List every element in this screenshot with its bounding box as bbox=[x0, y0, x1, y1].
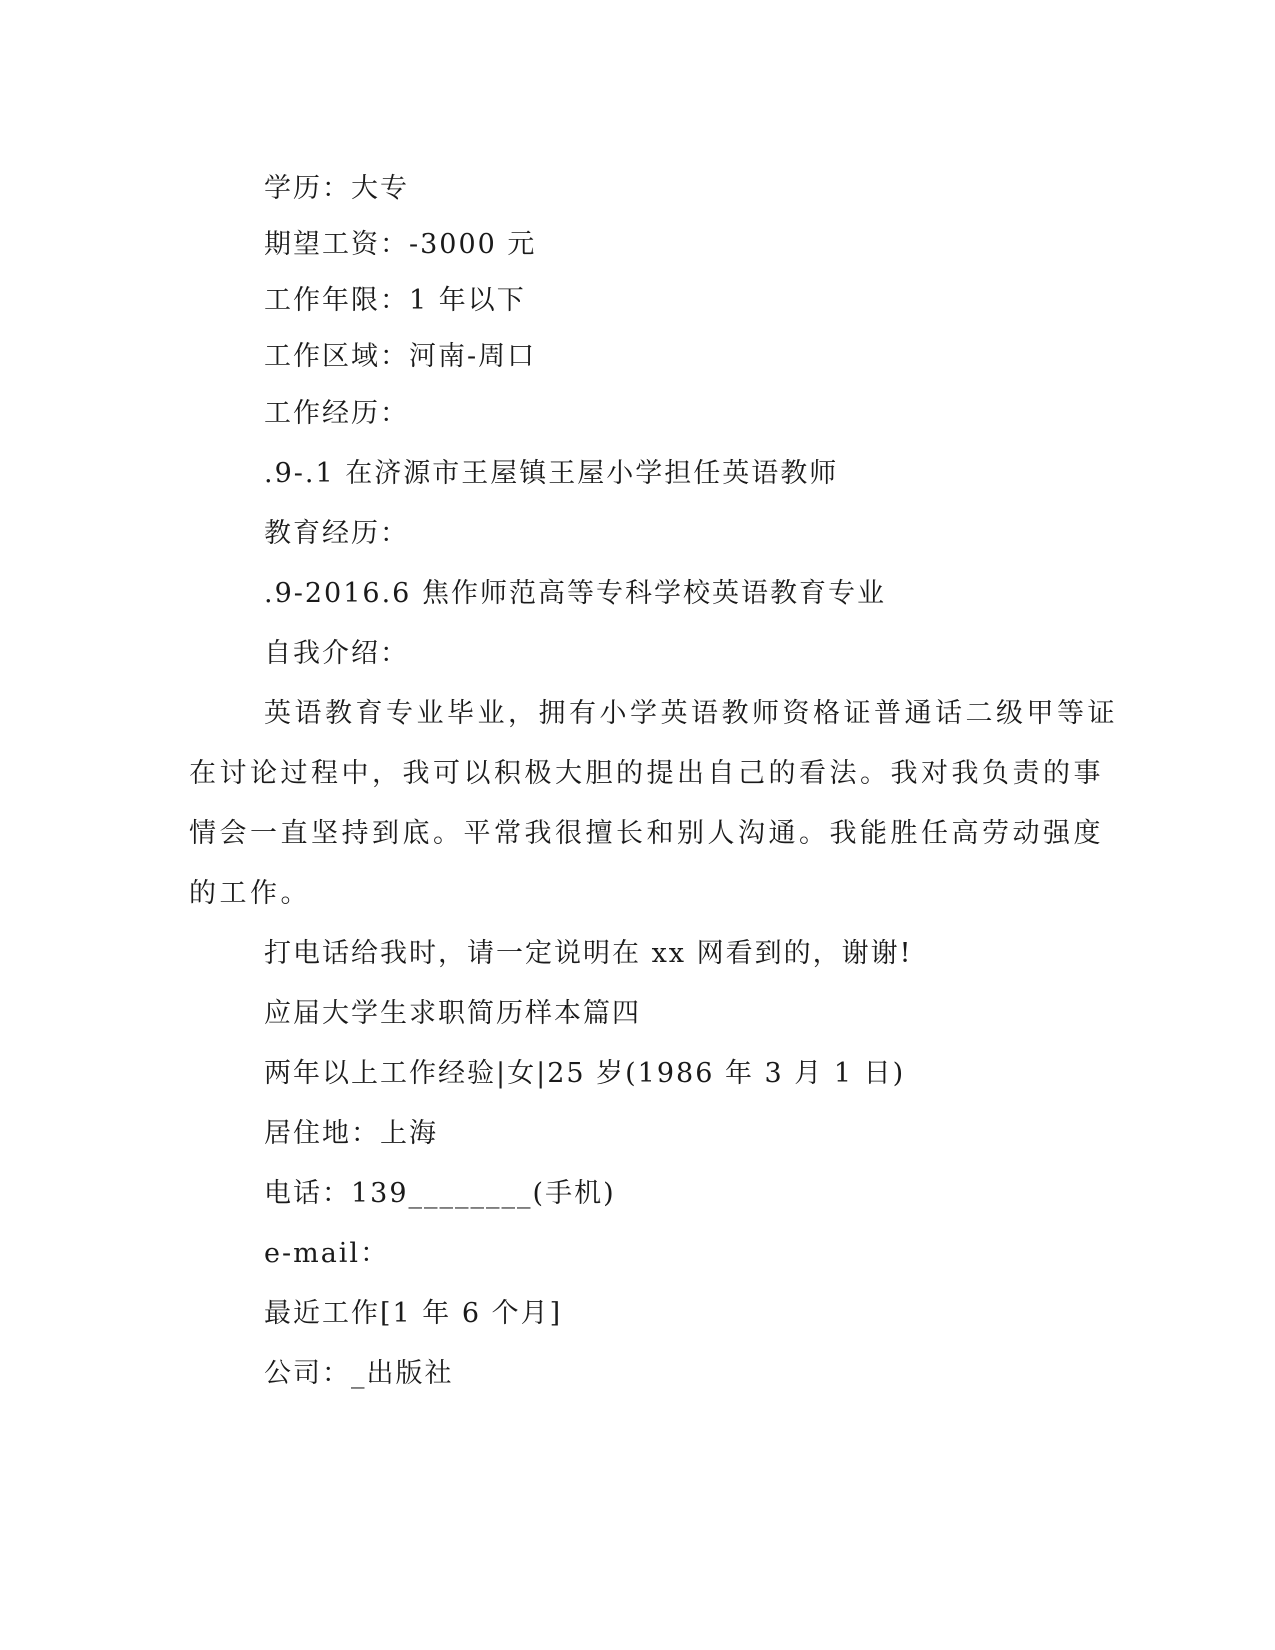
education-history-entry: .9-2016.6 焦作师范高等专科学校英语教育专业 bbox=[264, 578, 886, 609]
section-title-line: 应届大学生求职简历样本篇四 bbox=[264, 998, 641, 1029]
work-experience-heading: 工作经历： bbox=[264, 398, 409, 429]
education-level-line: 学历：大专 bbox=[264, 173, 409, 204]
recent-work-line: 最近工作[1 年 6 个月] bbox=[264, 1298, 563, 1329]
self-intro-paragraph-line: 在讨论过程中，我可以积极大胆的提出自己的看法。我对我负责的事 bbox=[189, 758, 1104, 789]
self-intro-heading: 自我介绍： bbox=[264, 638, 409, 669]
work-experience-entry: .9-.1 在济源市王屋镇王屋小学担任英语教师 bbox=[264, 458, 839, 489]
phone-line: 电话：139________(手机) bbox=[264, 1178, 616, 1209]
work-years-line: 工作年限：1 年以下 bbox=[264, 285, 526, 316]
profile-summary-line: 两年以上工作经验|女|25 岁(1986 年 3 月 1 日) bbox=[264, 1058, 906, 1089]
expected-salary-line: 期望工资：-3000 元 bbox=[264, 229, 537, 260]
company-line: 公司：_出版社 bbox=[264, 1358, 454, 1389]
self-intro-paragraph-line: 的工作。 bbox=[189, 878, 311, 909]
self-intro-paragraph-line: 英语教育专业毕业，拥有小学英语教师资格证普通话二级甲等证 bbox=[264, 698, 1118, 729]
work-region-line: 工作区域：河南-周口 bbox=[264, 341, 537, 372]
contact-note-line: 打电话给我时，请一定说明在 xx 网看到的，谢谢! bbox=[264, 938, 913, 969]
education-history-heading: 教育经历： bbox=[264, 518, 409, 549]
self-intro-paragraph-line: 情会一直坚持到底。平常我很擅长和别人沟通。我能胜任高劳动强度 bbox=[189, 818, 1104, 849]
residence-line: 居住地：上海 bbox=[264, 1118, 438, 1149]
email-line: e-mail： bbox=[264, 1238, 390, 1269]
